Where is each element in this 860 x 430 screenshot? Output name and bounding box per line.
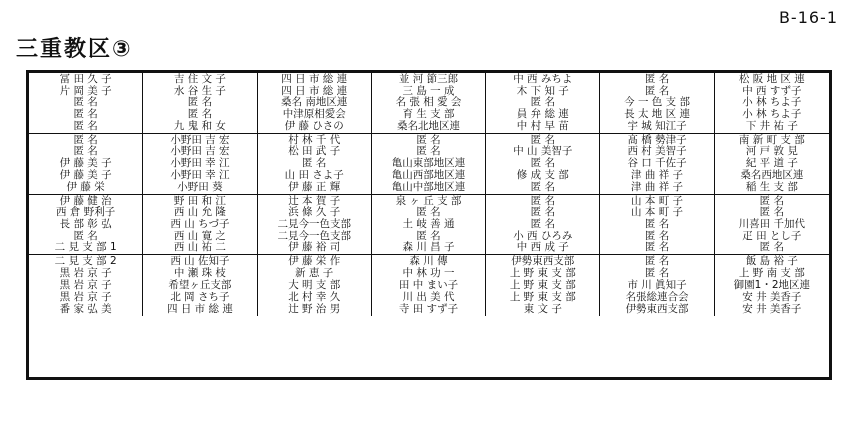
name-block — [600, 134, 714, 195]
donor-name: 匿 名 — [530, 180, 555, 193]
donor-name: 四 日 市 総 連 — [166, 303, 233, 316]
donor-name: 匿 名 — [416, 145, 441, 158]
page-title: 三重教区③ — [16, 37, 133, 62]
name-block — [143, 255, 257, 316]
donor-name: 中 山 美智子 — [513, 145, 573, 158]
name-block — [29, 195, 143, 256]
donor-name: 今 一 色 支 部 — [624, 96, 690, 109]
donor-name: 西 倉 野利子 — [56, 206, 116, 219]
donor-name: 小 林 ちよ子 — [742, 108, 802, 121]
donor-name: 匿 名 — [416, 229, 441, 242]
donor-name: 津 曲 祥 子 — [631, 168, 684, 181]
name-block — [258, 134, 372, 195]
donor-name: 西 山 ちづ子 — [170, 217, 230, 230]
donor-name: 西 山 寛 之 — [173, 229, 226, 242]
donor-name: 木 下 知 子 — [516, 84, 569, 97]
name-block — [715, 195, 829, 256]
donor-name: 川喜田 千加代 — [738, 217, 806, 230]
page-code: B-16-1 — [778, 8, 838, 27]
name-block — [715, 134, 829, 195]
donor-name: 匿 名 — [73, 96, 98, 109]
donor-name: 河 戸 敦 見 — [745, 145, 798, 158]
donor-name: 津 曲 祥 子 — [631, 180, 684, 193]
donor-name: 伊勢東西支部 — [625, 303, 689, 316]
donor-name: 伊 藤 美 子 — [59, 157, 112, 170]
donor-name: 市 川 眞知子 — [627, 279, 687, 292]
name-block — [143, 195, 257, 256]
donor-name: 四 日 市 総 連 — [281, 73, 348, 85]
donor-name: 匿 名 — [644, 267, 670, 280]
donor-name: 伊 藤 正 輝 — [288, 180, 341, 193]
donor-name: 匿 名 — [73, 119, 98, 132]
donor-name: 山 田 さよ子 — [284, 168, 344, 181]
donor-name: 伊 藤 栄 — [66, 180, 105, 193]
donor-name: 稲 生 支 部 — [745, 180, 798, 193]
donor-name: 匿 名 — [73, 133, 98, 146]
donor-name: 松 田 武 子 — [288, 145, 341, 158]
donor-name: 桑名西地区連 — [740, 168, 804, 181]
donor-name: 二 見 支 部 1 — [54, 241, 117, 254]
name-block — [372, 73, 486, 134]
name-block — [486, 73, 600, 134]
name-block — [258, 73, 372, 134]
donor-name: 野 田 和 江 — [173, 194, 226, 207]
donor-name: 大 明 支 部 — [288, 279, 341, 292]
name-block — [486, 134, 600, 195]
donor-name: 桑名 南地区連 — [281, 96, 348, 109]
donor-name: 匿 名 — [187, 96, 213, 109]
donor-name: 長 太 地 区 連 — [624, 108, 690, 121]
donor-name: 中 西 成 子 — [516, 241, 569, 254]
donor-name: 辻 本 賀 子 — [288, 194, 341, 207]
name-block — [486, 255, 600, 316]
donor-name: 亀山中部地区連 — [391, 180, 466, 193]
donor-name: 川 出 美 代 — [402, 291, 455, 304]
donor-name: 修 成 支 部 — [516, 168, 569, 181]
donor-name: 冨 田 久 子 — [59, 73, 112, 85]
donor-name: 松 阪 地 区 連 — [738, 73, 805, 85]
donor-name: 匿 名 — [73, 229, 98, 242]
donor-name: 番 家 弘 美 — [59, 303, 112, 316]
donor-name: 四 日 市 総 連 — [281, 84, 348, 97]
donor-name: 中 瀬 珠 枝 — [173, 267, 226, 280]
name-block — [143, 73, 257, 134]
donor-name: 二見今一色支部 — [277, 217, 351, 230]
donor-name: 伊 藤 栄 作 — [288, 255, 341, 268]
donor-name: 伊 藤 裕 司 — [288, 241, 341, 254]
donor-name: 髙 橋 勢津子 — [627, 133, 687, 146]
donor-name: 西 山 祐 二 — [173, 241, 226, 254]
donor-name: 浜 條 久 子 — [288, 206, 341, 219]
donor-name: 安 井 美香子 — [742, 303, 802, 316]
donor-name: 中 西 すず子 — [742, 84, 802, 97]
donor-name: 疋 田 とし子 — [742, 229, 802, 242]
donor-name: 九 鬼 和 女 — [173, 119, 226, 132]
donor-name: 匿 名 — [530, 206, 555, 219]
donor-name: 西 山 佐知子 — [170, 255, 230, 268]
name-block — [258, 255, 372, 316]
name-block — [29, 134, 143, 195]
donor-name: 宇 城 知江子 — [627, 119, 687, 132]
name-block — [258, 195, 372, 256]
donor-name: 匿 名 — [644, 73, 670, 85]
donor-name: 田 中 まい子 — [398, 279, 459, 292]
donor-name: 安 井 美香子 — [742, 291, 802, 304]
donor-name: 中 村 早 苗 — [516, 119, 569, 132]
name-block — [486, 195, 600, 256]
donor-name: 中津原相愛会 — [282, 108, 346, 121]
name-block — [372, 195, 486, 256]
donor-name: 匿 名 — [73, 108, 98, 121]
donor-name: 小野田 幸 江 — [170, 168, 230, 181]
donor-name: 匿 名 — [644, 84, 670, 97]
donor-name: 黒 岩 京 子 — [59, 291, 112, 304]
name-block — [29, 73, 143, 134]
donor-name: 水 谷 生 子 — [173, 84, 226, 97]
donor-name: 上 野 南 支 部 — [738, 267, 805, 280]
name-block — [600, 73, 714, 134]
donor-name: 小野田 吉 宏 — [170, 133, 230, 146]
donor-name: 匿 名 — [759, 206, 785, 219]
donor-name: 名 張 相 愛 会 — [395, 96, 462, 109]
donor-name: 吉 住 文 子 — [173, 73, 226, 85]
donor-name: 桑名北地区連 — [396, 119, 460, 132]
donor-name: 匿 名 — [530, 133, 555, 146]
donor-name: 長 部 彰 弘 — [59, 217, 112, 230]
name-block — [715, 73, 829, 134]
donor-name: 泉 ヶ 丘 支 部 — [395, 194, 462, 207]
donor-name: 北 岡 さち子 — [170, 291, 230, 304]
donor-name: 中 林 功 一 — [402, 267, 455, 280]
donor-name: 匿 名 — [644, 255, 670, 268]
donor-name: 上 野 東 支 部 — [509, 267, 576, 280]
donor-name: 並 河 節三郎 — [398, 73, 459, 85]
donor-name: 伊 藤 美 子 — [59, 168, 112, 181]
name-block — [29, 255, 143, 316]
donor-name: 紀 平 道 子 — [745, 157, 798, 170]
name-block — [600, 255, 714, 316]
donor-name: 匿 名 — [302, 157, 327, 170]
donor-name: 匿 名 — [416, 206, 441, 219]
donor-name: 匿 名 — [644, 229, 670, 242]
donor-name: 黒 岩 京 子 — [59, 267, 112, 280]
donor-name: 二見今一色支部 — [277, 229, 351, 242]
donor-name: 育 生 支 部 — [402, 108, 455, 121]
donor-name: 下 井 祐 子 — [745, 119, 798, 132]
name-block — [143, 134, 257, 195]
donor-name: 南 新 町 支 部 — [738, 133, 805, 146]
donor-name: 伊 藤 ひさの — [284, 119, 344, 132]
donor-name: 森 川 昌 子 — [402, 241, 455, 254]
donor-name: 匿 名 — [530, 217, 555, 230]
donor-name: 員 弁 総 連 — [516, 108, 569, 121]
donor-name: 匿 名 — [759, 194, 785, 207]
donor-name: 小 西 ひろみ — [513, 229, 573, 242]
donor-name: 寺 田 すず子 — [398, 303, 459, 316]
donor-name: 匿 名 — [530, 194, 555, 207]
donor-name: 匿 名 — [530, 96, 555, 109]
donor-name: 西 村 美智子 — [627, 145, 687, 158]
donor-name: 小 林 ちよ子 — [742, 96, 802, 109]
donor-name: 匿 名 — [644, 217, 670, 230]
donor-name: 土 岐 善 通 — [402, 217, 455, 230]
donor-name: 山 本 町 子 — [631, 206, 684, 219]
donor-name: 名張総連合会 — [625, 291, 689, 304]
donor-name: 匿 名 — [644, 241, 670, 254]
donor-name: 小野田 幸 江 — [170, 157, 230, 170]
donor-name: 上 野 東 支 部 — [509, 279, 576, 292]
name-block — [600, 195, 714, 256]
donor-name: 新 恵 子 — [295, 267, 334, 280]
donor-name: 飯 島 裕 子 — [745, 255, 798, 268]
donor-name: 谷 口 千佐子 — [627, 157, 687, 170]
donor-name-table — [26, 70, 832, 380]
donor-name: 二 見 支 部 2 — [54, 255, 117, 268]
donor-name: 東 文 子 — [523, 303, 562, 316]
donor-name: 亀山西部地区連 — [391, 168, 466, 181]
donor-name: 村 林 千 代 — [288, 133, 341, 146]
donor-name: 匿 名 — [187, 108, 213, 121]
name-block — [715, 255, 829, 316]
donor-name: 匿 名 — [73, 145, 98, 158]
donor-name: 匿 名 — [416, 133, 441, 146]
donor-name: 小野田 葵 — [177, 180, 223, 193]
donor-name: 西 山 允 隆 — [173, 206, 226, 219]
name-block — [372, 255, 486, 316]
donor-name: 匿 名 — [530, 157, 555, 170]
donor-name: 黒 岩 京 子 — [59, 279, 112, 292]
donor-name: 中 西 みちよ — [513, 73, 573, 85]
donor-name: 伊 藤 健 治 — [59, 194, 112, 207]
donor-name: 北 村 幸 久 — [288, 291, 341, 304]
donor-name: 上 野 東 支 部 — [509, 291, 576, 304]
donor-name: 片 岡 美 子 — [59, 84, 112, 97]
donor-name: 希望ヶ丘支部 — [168, 279, 232, 292]
donor-name: 山 本 町 子 — [631, 194, 684, 207]
donor-name: 亀山東部地区連 — [391, 157, 466, 170]
donor-name: 小野田 吉 宏 — [170, 145, 230, 158]
name-block — [372, 134, 486, 195]
donor-name: 伊勢東西支部 — [511, 255, 575, 268]
donor-name: 三 島 一 成 — [402, 84, 455, 97]
donor-name: 辻 野 治 男 — [288, 303, 341, 316]
donor-name: 森 川 傳 — [409, 255, 448, 268]
donor-name: 御園1・2地区連 — [733, 279, 811, 292]
donor-name: 匿 名 — [759, 241, 785, 254]
